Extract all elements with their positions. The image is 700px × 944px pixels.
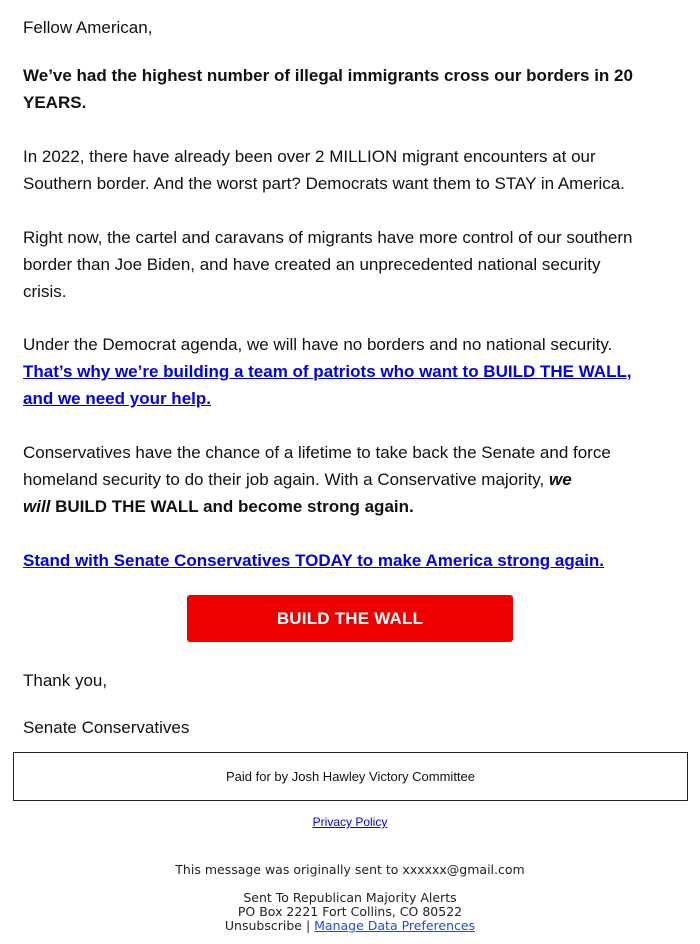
footer-address-block <box>0 891 700 933</box>
paragraph-line: crisis. <box>23 282 67 301</box>
manage-data-preferences-link[interactable]: Manage Data Preferences <box>314 918 476 933</box>
mailing-address: PO Box 2221 Fort Collins, CO 80522 <box>237 904 463 919</box>
build-the-wall-button[interactable]: BUILD THE WALL <box>187 595 513 642</box>
emphasis-we: we <box>549 470 572 489</box>
paragraph-line: Right now, the cartel and caravans of migrants have more control of our southern <box>23 228 633 247</box>
paragraph-line: In 2022, there have already been over 2 MILLION migrant encounters at our <box>23 147 596 166</box>
signature: Senate Conservatives <box>23 718 190 737</box>
headline-line-1: We’ve had the highest number of illegal immigrants cross our borders in 20 <box>23 66 633 85</box>
stand-with-senate-link[interactable]: Stand with Senate Conservatives TODAY to make America strong again. <box>23 551 605 570</box>
build-wall-team-link[interactable] <box>23 362 632 408</box>
paragraph-cartel <box>23 224 683 305</box>
link-line: and we need your help. <box>23 389 211 408</box>
greeting: Fellow American, <box>23 18 153 37</box>
paragraph-line: Southern border. And the worst part? Democrats want them to STAY in America. <box>23 174 625 193</box>
cta-container <box>0 595 700 642</box>
footer-links <box>0 919 700 933</box>
paragraph-line: border than Joe Biden, and have created an unprecedented national security <box>23 255 601 274</box>
emphasis-will: will <box>23 497 51 516</box>
thank-you: Thank you, <box>23 671 108 690</box>
unsubscribe-label[interactable]: Unsubscribe <box>224 918 302 933</box>
paragraph-senate-majority <box>23 439 683 520</box>
headline-line-2: YEARS. <box>23 93 87 112</box>
headline <box>23 62 683 116</box>
bold-line: BUILD THE WALL and become strong again. <box>50 497 414 516</box>
footer-separator: | <box>305 918 311 933</box>
paid-for-disclaimer: Paid for by Josh Hawley Victory Committee <box>13 752 688 801</box>
paragraph-line: Conservatives have the chance of a lifetime to take back the Senate and force <box>23 443 611 462</box>
paragraph-democrat-agenda <box>23 331 683 412</box>
sent-to-notice: This message was originally sent to xxxxxx@gmail.com <box>175 862 525 877</box>
paragraph-line: Under the Democrat agenda, we will have no borders and no national security. <box>23 335 613 354</box>
stand-with-paragraph <box>23 547 683 574</box>
paragraph-line: homeland security to do their job again. With a Conservative majority, <box>23 470 549 489</box>
privacy-section <box>0 815 700 829</box>
privacy-policy-link[interactable]: Privacy Policy <box>312 815 388 829</box>
list-name: Sent To Republican Majority Alerts <box>243 890 457 905</box>
paragraph-migrant-stats <box>23 143 683 197</box>
link-line: That’s why we’re building a team of patriots who want to BUILD THE WALL, <box>23 362 632 381</box>
